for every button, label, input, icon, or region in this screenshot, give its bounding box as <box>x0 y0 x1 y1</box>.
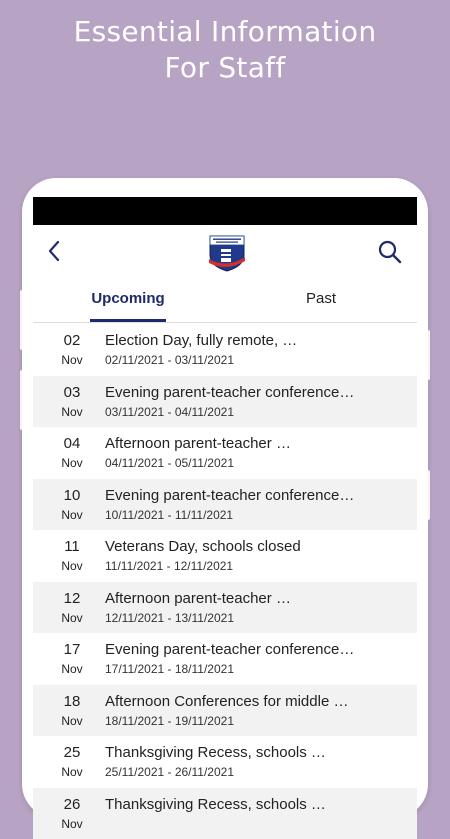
event-day: 25 <box>61 744 83 761</box>
event-date-range: 03/11/2021 - 04/11/2021 <box>105 405 234 419</box>
event-row[interactable] <box>33 633 417 685</box>
event-day: 17 <box>61 641 83 658</box>
chevron-left-icon <box>41 237 69 265</box>
event-month: Nov <box>57 456 87 470</box>
event-month: Nov <box>57 405 87 419</box>
event-row[interactable] <box>33 582 417 634</box>
event-month: Nov <box>57 559 87 573</box>
event-date-range: 25/11/2021 - 26/11/2021 <box>105 765 234 779</box>
event-row[interactable] <box>33 324 417 376</box>
event-day: 26 <box>61 796 83 813</box>
event-day: 04 <box>61 435 83 452</box>
event-date-range: 11/11/2021 - 12/11/2021 <box>105 559 233 573</box>
event-month: Nov <box>57 662 87 676</box>
event-row[interactable] <box>33 736 417 788</box>
event-title: Afternoon Conferences for middle … <box>105 693 405 710</box>
event-row[interactable] <box>33 376 417 428</box>
event-month: Nov <box>57 765 87 779</box>
event-title: Thanksgiving Recess, schools … <box>105 744 405 761</box>
event-row[interactable] <box>33 788 417 839</box>
event-row[interactable] <box>33 685 417 737</box>
event-day: 03 <box>61 384 83 401</box>
event-title: Election Day, fully remote, … <box>105 332 405 349</box>
event-date-range: 12/11/2021 - 13/11/2021 <box>105 611 234 625</box>
promo-title-line2: For Staff <box>0 50 450 86</box>
event-month: Nov <box>57 714 87 728</box>
tab-past[interactable]: Past <box>225 281 417 322</box>
event-date-range: 10/11/2021 - 11/11/2021 <box>105 508 233 522</box>
event-title: Veterans Day, schools closed <box>105 538 405 555</box>
event-row[interactable] <box>33 479 417 531</box>
search-icon <box>375 237 405 267</box>
event-title: Afternoon parent-teacher … <box>105 435 405 452</box>
back-button[interactable] <box>41 237 69 265</box>
event-date-range: 18/11/2021 - 19/11/2021 <box>105 714 234 728</box>
event-title: Thanksgiving Recess, schools … <box>105 796 405 813</box>
event-day: 11 <box>61 538 83 555</box>
active-tab-indicator <box>90 319 166 322</box>
event-date-range: 04/11/2021 - 05/11/2021 <box>105 456 234 470</box>
app-screen <box>33 197 417 800</box>
event-row[interactable] <box>33 427 417 479</box>
app-header <box>33 225 417 281</box>
event-month: Nov <box>57 611 87 625</box>
event-day: 12 <box>61 590 83 607</box>
event-row[interactable] <box>33 530 417 582</box>
event-list <box>33 324 417 839</box>
search-button[interactable] <box>375 237 405 267</box>
tab-bar <box>33 281 417 323</box>
promo-title <box>0 14 450 86</box>
event-date-range: 17/11/2021 - 18/11/2021 <box>105 662 234 676</box>
event-title: Afternoon parent-teacher … <box>105 590 405 607</box>
event-day: 10 <box>61 487 83 504</box>
event-title: Evening parent-teacher conference… <box>105 384 405 401</box>
event-title: Evening parent-teacher conference… <box>105 487 405 504</box>
status-bar <box>33 197 417 225</box>
tab-upcoming[interactable]: Upcoming <box>33 281 223 322</box>
event-title: Evening parent-teacher conference… <box>105 641 405 658</box>
event-date-range: 02/11/2021 - 03/11/2021 <box>105 353 234 367</box>
event-month: Nov <box>57 817 87 831</box>
event-month: Nov <box>57 353 87 367</box>
promo-title-line1: Essential Information <box>0 14 450 50</box>
event-day: 02 <box>61 332 83 349</box>
event-month: Nov <box>57 508 87 522</box>
school-crest-logo <box>207 233 247 273</box>
event-day: 18 <box>61 693 83 710</box>
